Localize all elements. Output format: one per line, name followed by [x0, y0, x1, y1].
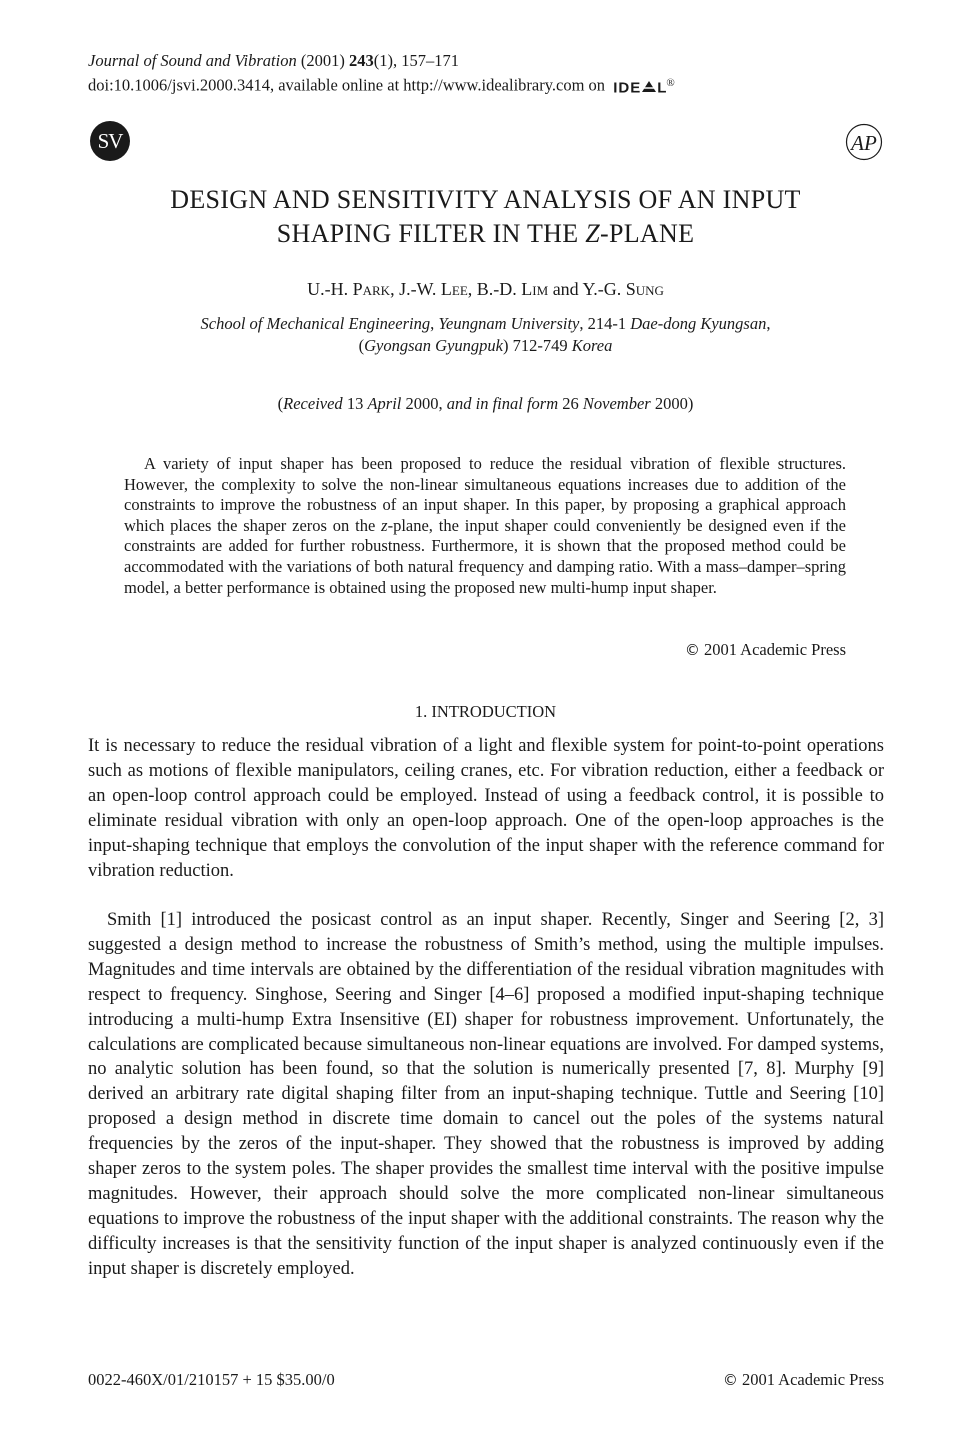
journal-volume: 243 — [348, 51, 374, 70]
affil-province: Gyongsan Gyungpuk — [364, 336, 503, 355]
affiliation — [0, 313, 971, 357]
abstract-copyright — [685, 640, 846, 660]
received-dates: (Received 13 April 2000, and in final form 26 November 2000) — [277, 394, 694, 413]
affiliation-line-2: (Gyongsan Gyungpuk) 712-749 Korea — [358, 336, 613, 355]
author-3-rest: im — [532, 279, 549, 299]
author-2-initial: J.-W. L — [399, 279, 452, 299]
footer-copyright — [723, 1370, 884, 1390]
final-month: November — [582, 394, 651, 413]
ideal-arrow-icon — [641, 79, 657, 93]
received-label: Received — [283, 394, 343, 413]
affil-university: Yeungnam University — [438, 314, 580, 333]
footer-copyright-text: 2001 Academic Press — [741, 1370, 884, 1389]
abstract-part-2: -plane, the input shaper could conveniently be designed even if the constraints are added for further robustness. Furthermore, it is shown that the proposed method could be accommodated with the variations of both natural frequency and damping ratio. With a mass–damper–spring model, a better performance is obtained using the proposed new multi-hump input shaper. — [124, 515, 846, 597]
author-1-rest: ark — [362, 279, 391, 299]
affil-school: School of Mechanical Engineering — [200, 314, 431, 333]
author-and: and — [552, 279, 579, 299]
title-z: Z — [585, 219, 601, 248]
sv-logo — [90, 121, 130, 161]
sv-logo-text: SV — [97, 129, 123, 153]
copyright-icon: © — [684, 641, 700, 659]
ideal-logo — [613, 72, 675, 100]
ideal-logo-tail: L — [657, 79, 667, 97]
journal-citation — [88, 50, 459, 72]
affiliation-line-1: School of Mechanical Engineering, Yeungnam University, 214-1 Dae-dong Kyungsan, — [200, 314, 771, 333]
academic-press-logo-text: AP — [851, 131, 877, 155]
author-3-initial: B.-D. L — [476, 279, 533, 299]
footer-code: 0022-460X/01/210157 + 15 $35.00/0 — [88, 1370, 335, 1389]
affil-number: 214-1 — [587, 314, 627, 333]
author-4-initial: Y.-G. S — [582, 279, 636, 299]
received-day: 13 — [346, 394, 364, 413]
title-line-2a: SHAPING FILTER IN THE — [276, 219, 586, 248]
author-list: U.-H. Park, J.-W. Lee, B.-D. Lim and Y.-G. Sung — [307, 279, 664, 299]
affil-street: Dae-dong Kyungsan — [630, 314, 767, 333]
final-day: 26 — [562, 394, 579, 413]
author-4 — [583, 279, 664, 299]
abstract-copyright-text: 2001 Academic Press — [703, 640, 846, 659]
section-heading: 1. INTRODUCTION — [414, 702, 557, 721]
paragraph-1: It is necessary to reduce the residual vibration of a light and flexible system for point-to-point operations such as motions of flexible manipulators, ceiling cranes, etc. For vibration reduction, either a feedback or an open-loop control approach could be employed. Instead of using a feedback control, it is possible to eliminate residual vibration with only an open-loop approach. One of the open-loop approaches is the input-shaping technique that employs the convolution of the input shaper with the reference command for vibration reduction. — [88, 736, 884, 881]
author-1-initial: U.-H. P — [307, 279, 363, 299]
received-year: 2000, — [405, 394, 443, 413]
author-3 — [477, 279, 548, 299]
final-year: 2000 — [654, 394, 688, 413]
paper-title — [0, 183, 971, 251]
received-month: April — [367, 394, 402, 413]
author-2-rest: ee — [451, 279, 468, 299]
abstract — [124, 454, 846, 598]
affil-country: Korea — [571, 336, 613, 355]
author-4-rest: ung — [635, 279, 664, 299]
author-2 — [399, 279, 468, 299]
author-1 — [307, 279, 390, 299]
academic-press-logo — [845, 123, 883, 161]
title-line-1: DESIGN AND SENSITIVITY ANALYSIS OF AN INPUT — [170, 185, 801, 214]
journal-year: (2001) — [300, 51, 345, 70]
journal-issue-pages: (1), 157–171 — [373, 51, 459, 70]
doi-text: doi:10.1006/jsvi.2000.3414, available online at http://www.idealibrary.com on — [88, 75, 606, 95]
journal-name: Journal of Sound and Vibration — [88, 51, 297, 70]
abstract-z: z — [381, 515, 388, 535]
paragraph-2: Smith [1] introduced the posicast control as an input shaper. Recently, Singer and Seering [2, 3] suggested a design method to increase the robustness of Smith’s method, using the multiple impulses. Magnitudes and time intervals are obtained by the differentiation of the residual vibration magnitudes with respect to frequency. Singhose, Seering and Singer [4–6] proposed a modified input-shaping technique introducing a multi-hump Extra Insensitive (EI) shaper for robustness improvement. Unfortunately, the calculations are complicated because simultaneous non-linear equations are involved. For damped systems, no analytic solution has been found, so that the solution is numerically presented [7, 8]. Murphy [9] derived an arbitrary rate digital shaping filter from an input-shaping technique. Tuttle and Seering [10] proposed a design method in discrete time domain to cancel out the poles of the systems natural frequencies by the zeros of the input-shaper. They showed that the robustness is improved by adding shaper zeros to the system poles. The shaper provides the smallest time interval with the positive impulse magnitudes. However, their approach should solve the more complicated non-linear simultaneous equations to improve the robustness of the input shaper with the additional constraints. The reason why the difficulty increases is that the sensitivity function of the input shaper is analyzed continuously even if the input shaper is discretely employed. — [88, 910, 884, 1279]
doi-line — [88, 72, 675, 100]
ideal-logo-text: IDE — [613, 79, 642, 97]
title-line-2b: -PLANE — [600, 219, 695, 248]
abstract-part-1: A variety of input shaper has been proposed to reduce the residual vibration of flexible structures. However, the complexity to solve the non-linear simultaneous equations increases due to addition of the constraints to improve the robustness of an input shaper. In this paper, by proposing a graphical approach which places the shaper zeros on the — [124, 454, 846, 535]
title-line-2 — [0, 217, 971, 251]
affil-zip: 712-749 — [512, 336, 568, 355]
footer-copyright-icon: © — [722, 1371, 738, 1389]
final-form-label: and in final form — [446, 394, 559, 413]
registered-mark: ® — [666, 77, 675, 89]
